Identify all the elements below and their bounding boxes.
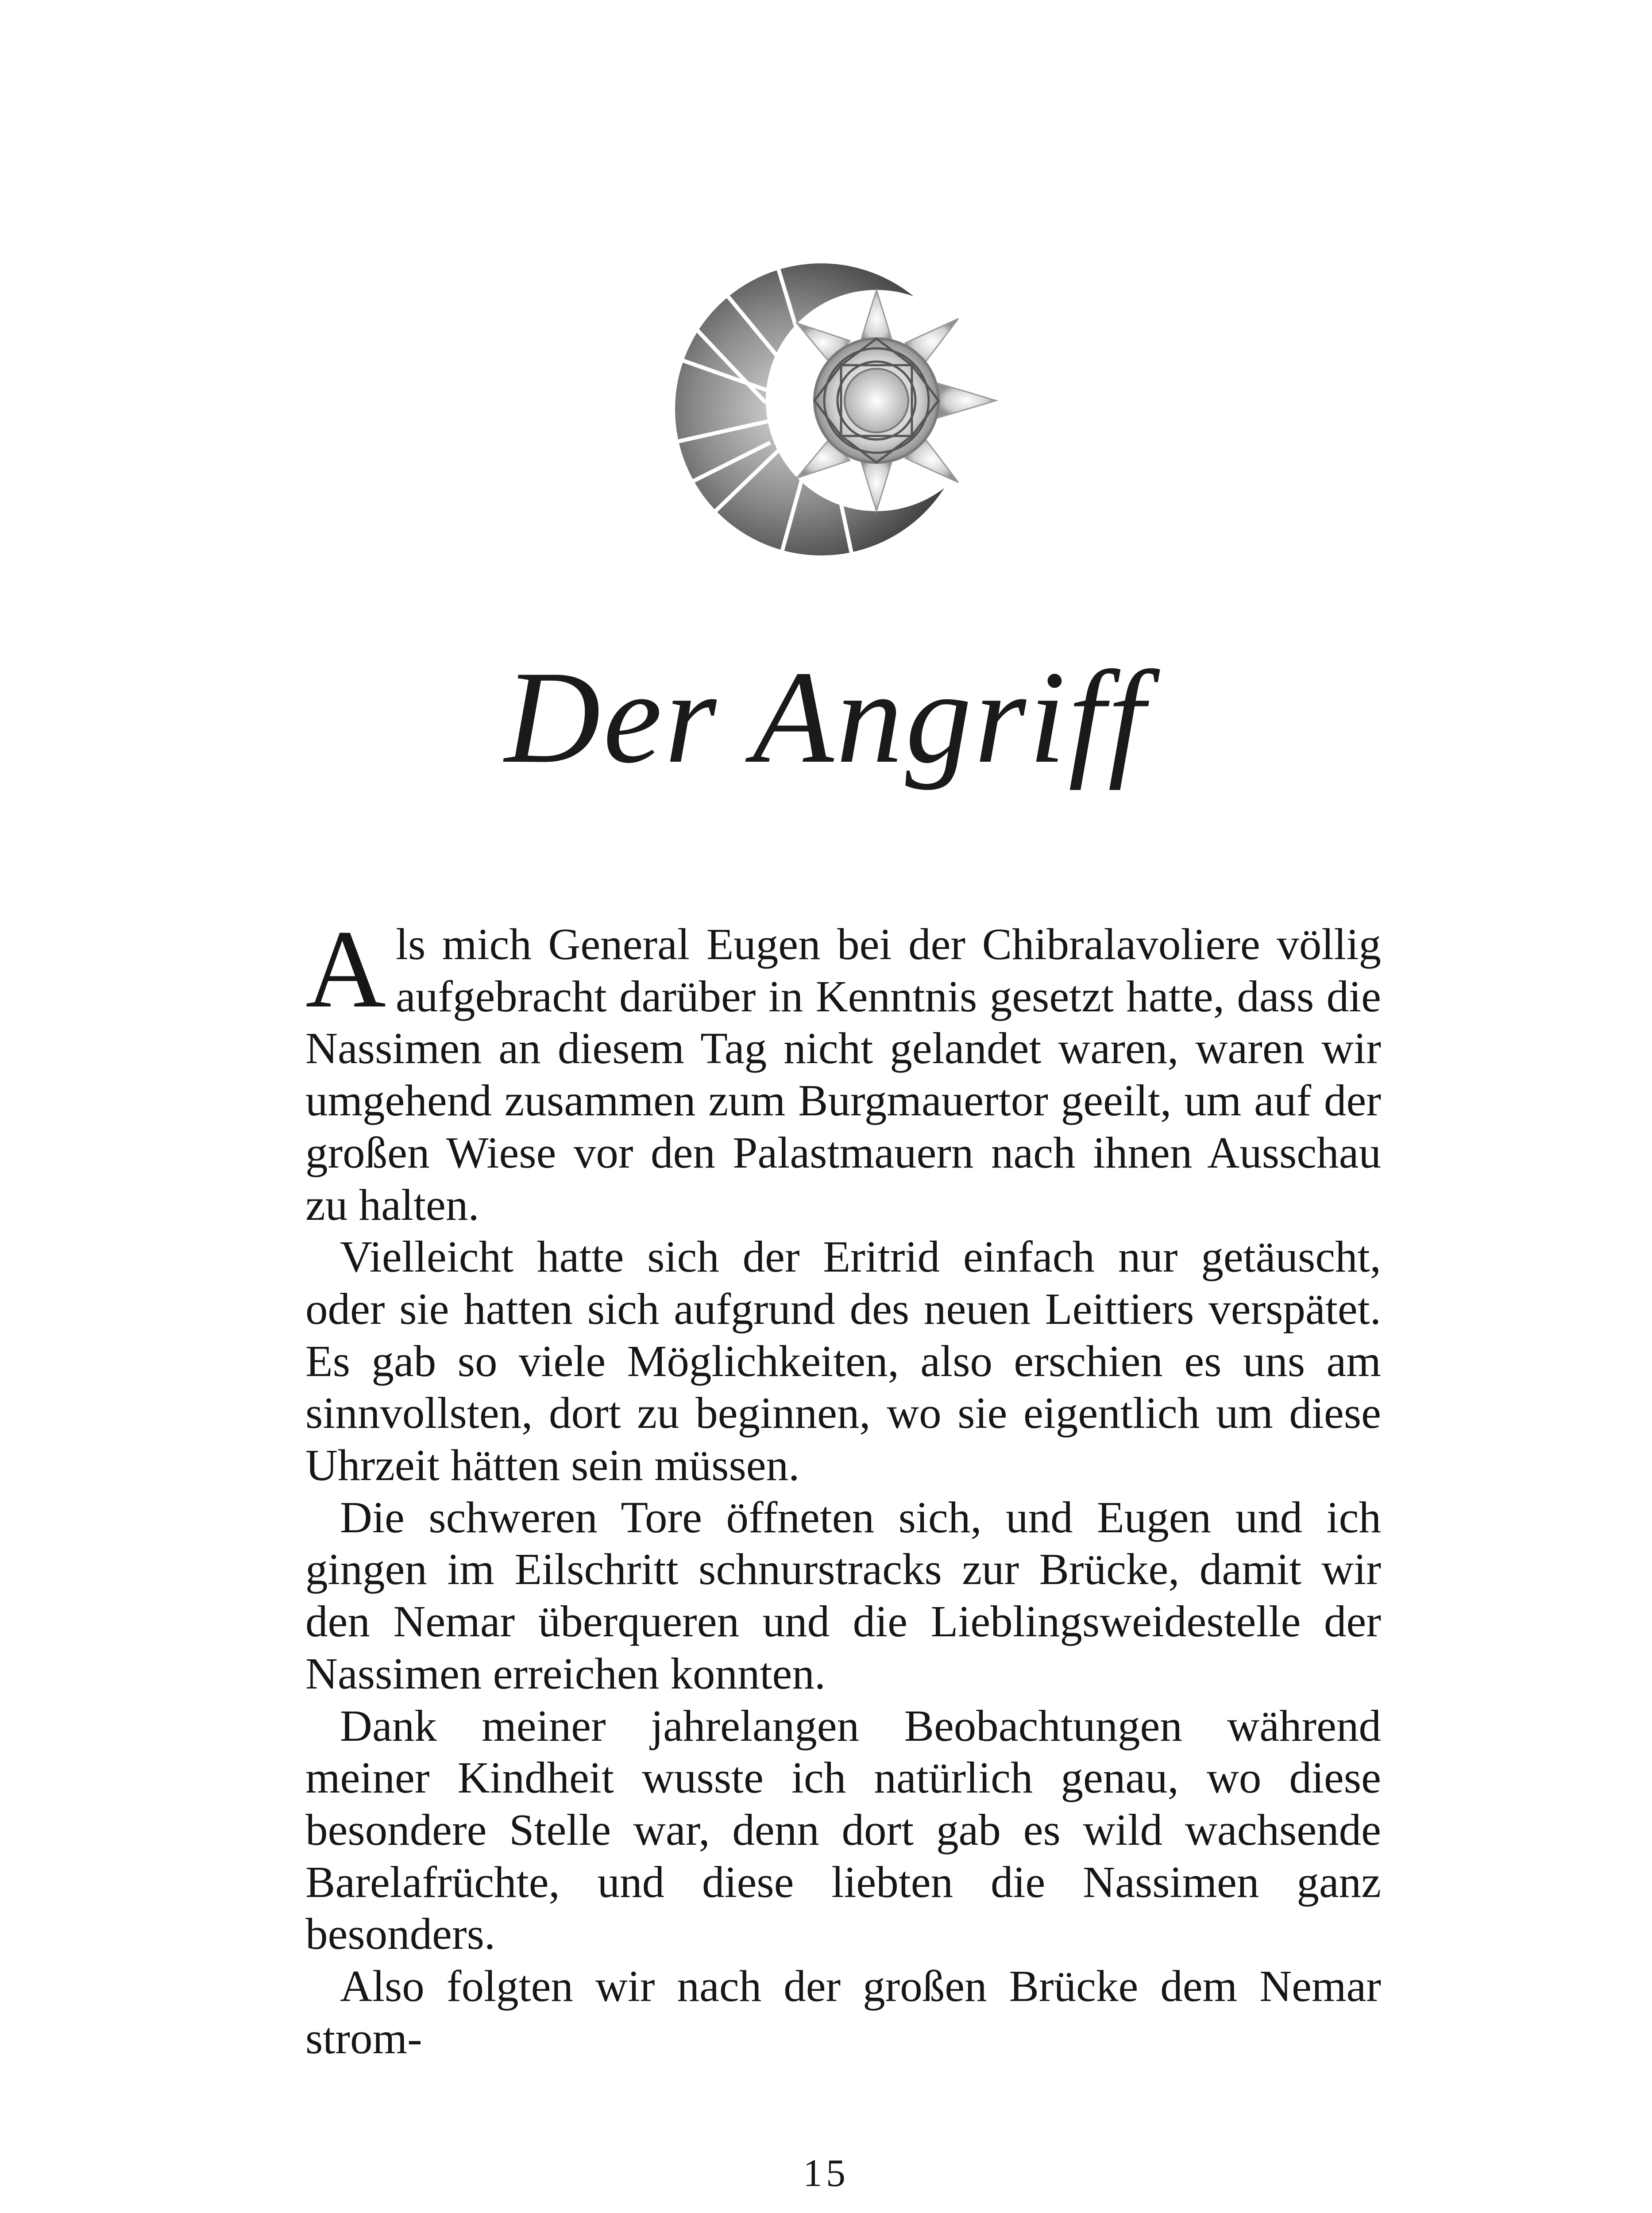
paragraph: Vielleicht hatte sich der Eritrid einfach nur getäuscht, oder sie hatten sich aufgrund des neuen Leittiers verspätet. Es gab so viele Möglichkeiten, also erschien es uns am sinnvollsten, dort zu beginnen, wo sie eigentlich um diese Uhrzeit hätten sein müssen. <box>305 1232 1381 1490</box>
paragraph-text: ls mich General Eugen bei der Chibralavoliere völlig aufgebracht darüber in Kenntnis gesetzt hatte, dass die Nassimen an diesem Tag nicht gelandet waren, waren wir umgehend zusammen zum Burgmauertor geeilt, um auf der großen Wiese vor den Palastmauern nach ihnen Ausschau zu halten. <box>305 919 1381 1230</box>
paragraph: Die schweren Tore öffneten sich, und Eugen und ich gingen im Eilschritt schnurstracks zur Brücke, damit wir den Nemar überqueren und die Lieblingsweidestelle der Nassimen erreichen konnten. <box>305 1492 1381 1698</box>
chapter-body <box>305 907 1381 2064</box>
chapter-title: Der Angriff <box>504 644 1148 790</box>
paragraph: Dank meiner jahrelangen Beobachtungen während meiner Kindheit wusste ich natürlich genau, wo diese besondere Stelle war, denn dort gab es wild wachsende Barelafrüchte, und diese liebten die Nassimen ganz besonders. <box>305 1700 1381 1959</box>
paragraph: Also folgten wir nach der großen Brücke dem Nemar strom- <box>305 1961 1381 2063</box>
page-number: 15 <box>803 2152 849 2195</box>
crescent-moon-sun-icon <box>664 257 1018 567</box>
paragraph <box>305 907 1381 1231</box>
drop-cap: A <box>305 907 386 1031</box>
